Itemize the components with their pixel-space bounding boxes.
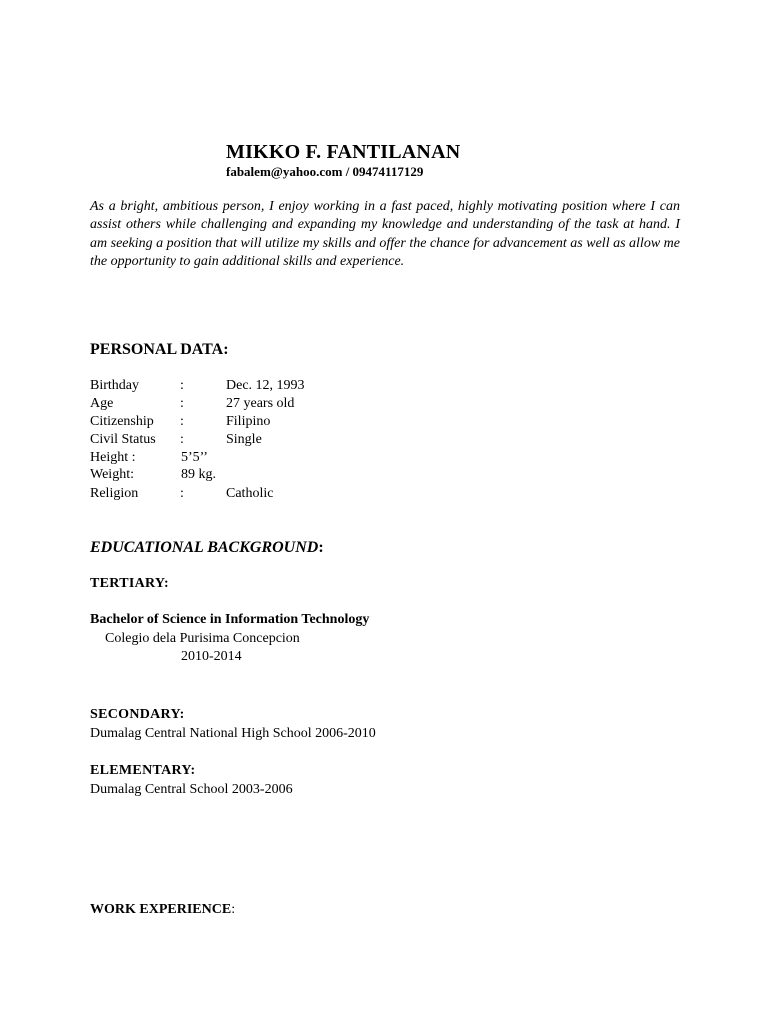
field-value: Dec. 12, 1993 [226, 378, 305, 393]
field-separator: : [180, 378, 184, 393]
contact-info: fabalem@yahoo.com / 09474117129 [226, 164, 424, 179]
field-value: 27 years old [226, 396, 295, 411]
work-experience-heading-text: WORK EXPERIENCE [90, 902, 232, 917]
work-experience-heading [90, 902, 235, 918]
field-label: Age [90, 396, 114, 411]
field-label: Civil Status [90, 432, 156, 447]
education-heading [90, 539, 324, 557]
field-label: Weight: [90, 467, 134, 482]
secondary-heading: SECONDARY: [90, 707, 185, 722]
field-label: Height : [90, 450, 136, 465]
education-heading-text: EDUCATIONAL BACKGROUND [90, 539, 319, 556]
field-value: 89 kg. [181, 467, 216, 482]
secondary-school: Dumalag Central National High School 2006-2010 [90, 726, 376, 741]
applicant-name: MIKKO F. FANTILANAN [226, 141, 461, 163]
field-separator: : [180, 432, 184, 447]
tertiary-school: Colegio dela Purisima Concepcion [105, 631, 300, 646]
tertiary-degree: Bachelor of Science in Information Technology [90, 612, 370, 627]
field-label: Citizenship [90, 414, 154, 429]
objective-paragraph: As a bright, ambitious person, I enjoy working in a fast paced, highly motivating position where I can assist others while challenging and expanding my knowledge and understanding of the task at hand. I am seeking a position that will utilize my skills and offer the chance for advancement as well as allow me the opportunity to gain additional skills and experience. [90, 199, 680, 269]
field-separator: : [180, 414, 184, 429]
field-value: Filipino [226, 414, 271, 429]
field-separator: : [180, 486, 184, 501]
elementary-heading: ELEMENTARY: [90, 763, 196, 778]
field-separator: : [180, 396, 184, 411]
field-value: Single [226, 432, 262, 447]
work-experience-heading-colon: : [231, 902, 236, 917]
tertiary-years: 2010-2014 [181, 649, 242, 664]
field-value: Catholic [226, 486, 274, 501]
education-heading-colon: : [318, 539, 324, 556]
field-label: Religion [90, 486, 139, 501]
tertiary-heading: TERTIARY: [90, 576, 169, 591]
personal-data-heading: PERSONAL DATA: [90, 341, 229, 358]
elementary-school: Dumalag Central School 2003-2006 [90, 782, 293, 797]
field-value: 5’5’’ [181, 450, 208, 465]
field-label: Birthday [90, 378, 139, 393]
